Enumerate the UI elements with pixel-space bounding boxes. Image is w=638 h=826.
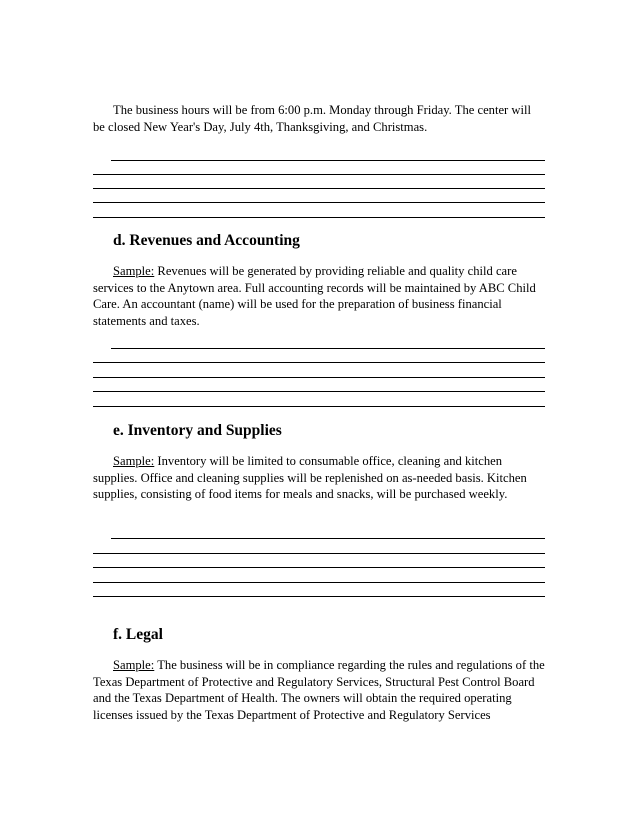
inventory-paragraph bbox=[93, 453, 545, 503]
business-hours-text: The business hours will be from 6:00 p.m. Monday through Friday. The center will be closed New Year's Day, July 4th, Thanksgiving, and Christmas. bbox=[93, 103, 531, 134]
fill-in-line[interactable] bbox=[93, 391, 545, 392]
fill-in-line[interactable] bbox=[93, 362, 545, 363]
fill-in-line[interactable] bbox=[93, 406, 545, 407]
revenues-paragraph bbox=[93, 263, 545, 329]
sample-label: Sample: bbox=[113, 454, 155, 468]
fill-in-line[interactable] bbox=[93, 174, 545, 175]
fill-in-line[interactable] bbox=[93, 188, 545, 189]
inventory-heading: e. Inventory and Supplies bbox=[113, 422, 282, 439]
fill-in-line[interactable] bbox=[93, 596, 545, 597]
fill-in-line[interactable] bbox=[93, 553, 545, 554]
fill-in-line[interactable] bbox=[93, 377, 545, 378]
legal-text: The business will be in compliance regarding the rules and regulations of the Texas Department of Protective and Regulatory Services, Structural Pest Control Board and the Texas Department of Health. The owners will obtain the required operating licenses issued by the Texas Department of Protective and Regulatory Services bbox=[93, 658, 545, 722]
revenues-text: Revenues will be generated by providing reliable and quality child care services to the Anytown area. Full accounting records will be maintained by ABC Child Care. An accountant (name) will be used for the preparation of business financial statements and taxes. bbox=[93, 264, 536, 328]
fill-in-line[interactable] bbox=[93, 582, 545, 583]
fill-in-line[interactable] bbox=[93, 202, 545, 203]
fill-in-line[interactable] bbox=[111, 538, 545, 539]
business-hours-paragraph bbox=[93, 102, 545, 135]
inventory-text: Inventory will be limited to consumable office, cleaning and kitchen supplies. Office and cleaning supplies will be replenished on as-needed basis. Kitchen supplies, consisting of food items for meals and snacks, will be purchased weekly. bbox=[93, 454, 527, 501]
sample-label: Sample: bbox=[113, 264, 155, 278]
legal-paragraph bbox=[93, 657, 545, 723]
fill-in-line[interactable] bbox=[93, 217, 545, 218]
fill-in-line[interactable] bbox=[93, 567, 545, 568]
legal-heading: f. Legal bbox=[113, 626, 163, 643]
fill-in-line[interactable] bbox=[111, 348, 545, 349]
fill-in-line[interactable] bbox=[111, 160, 545, 161]
sample-label: Sample: bbox=[113, 658, 155, 672]
revenues-heading: d. Revenues and Accounting bbox=[113, 232, 300, 249]
